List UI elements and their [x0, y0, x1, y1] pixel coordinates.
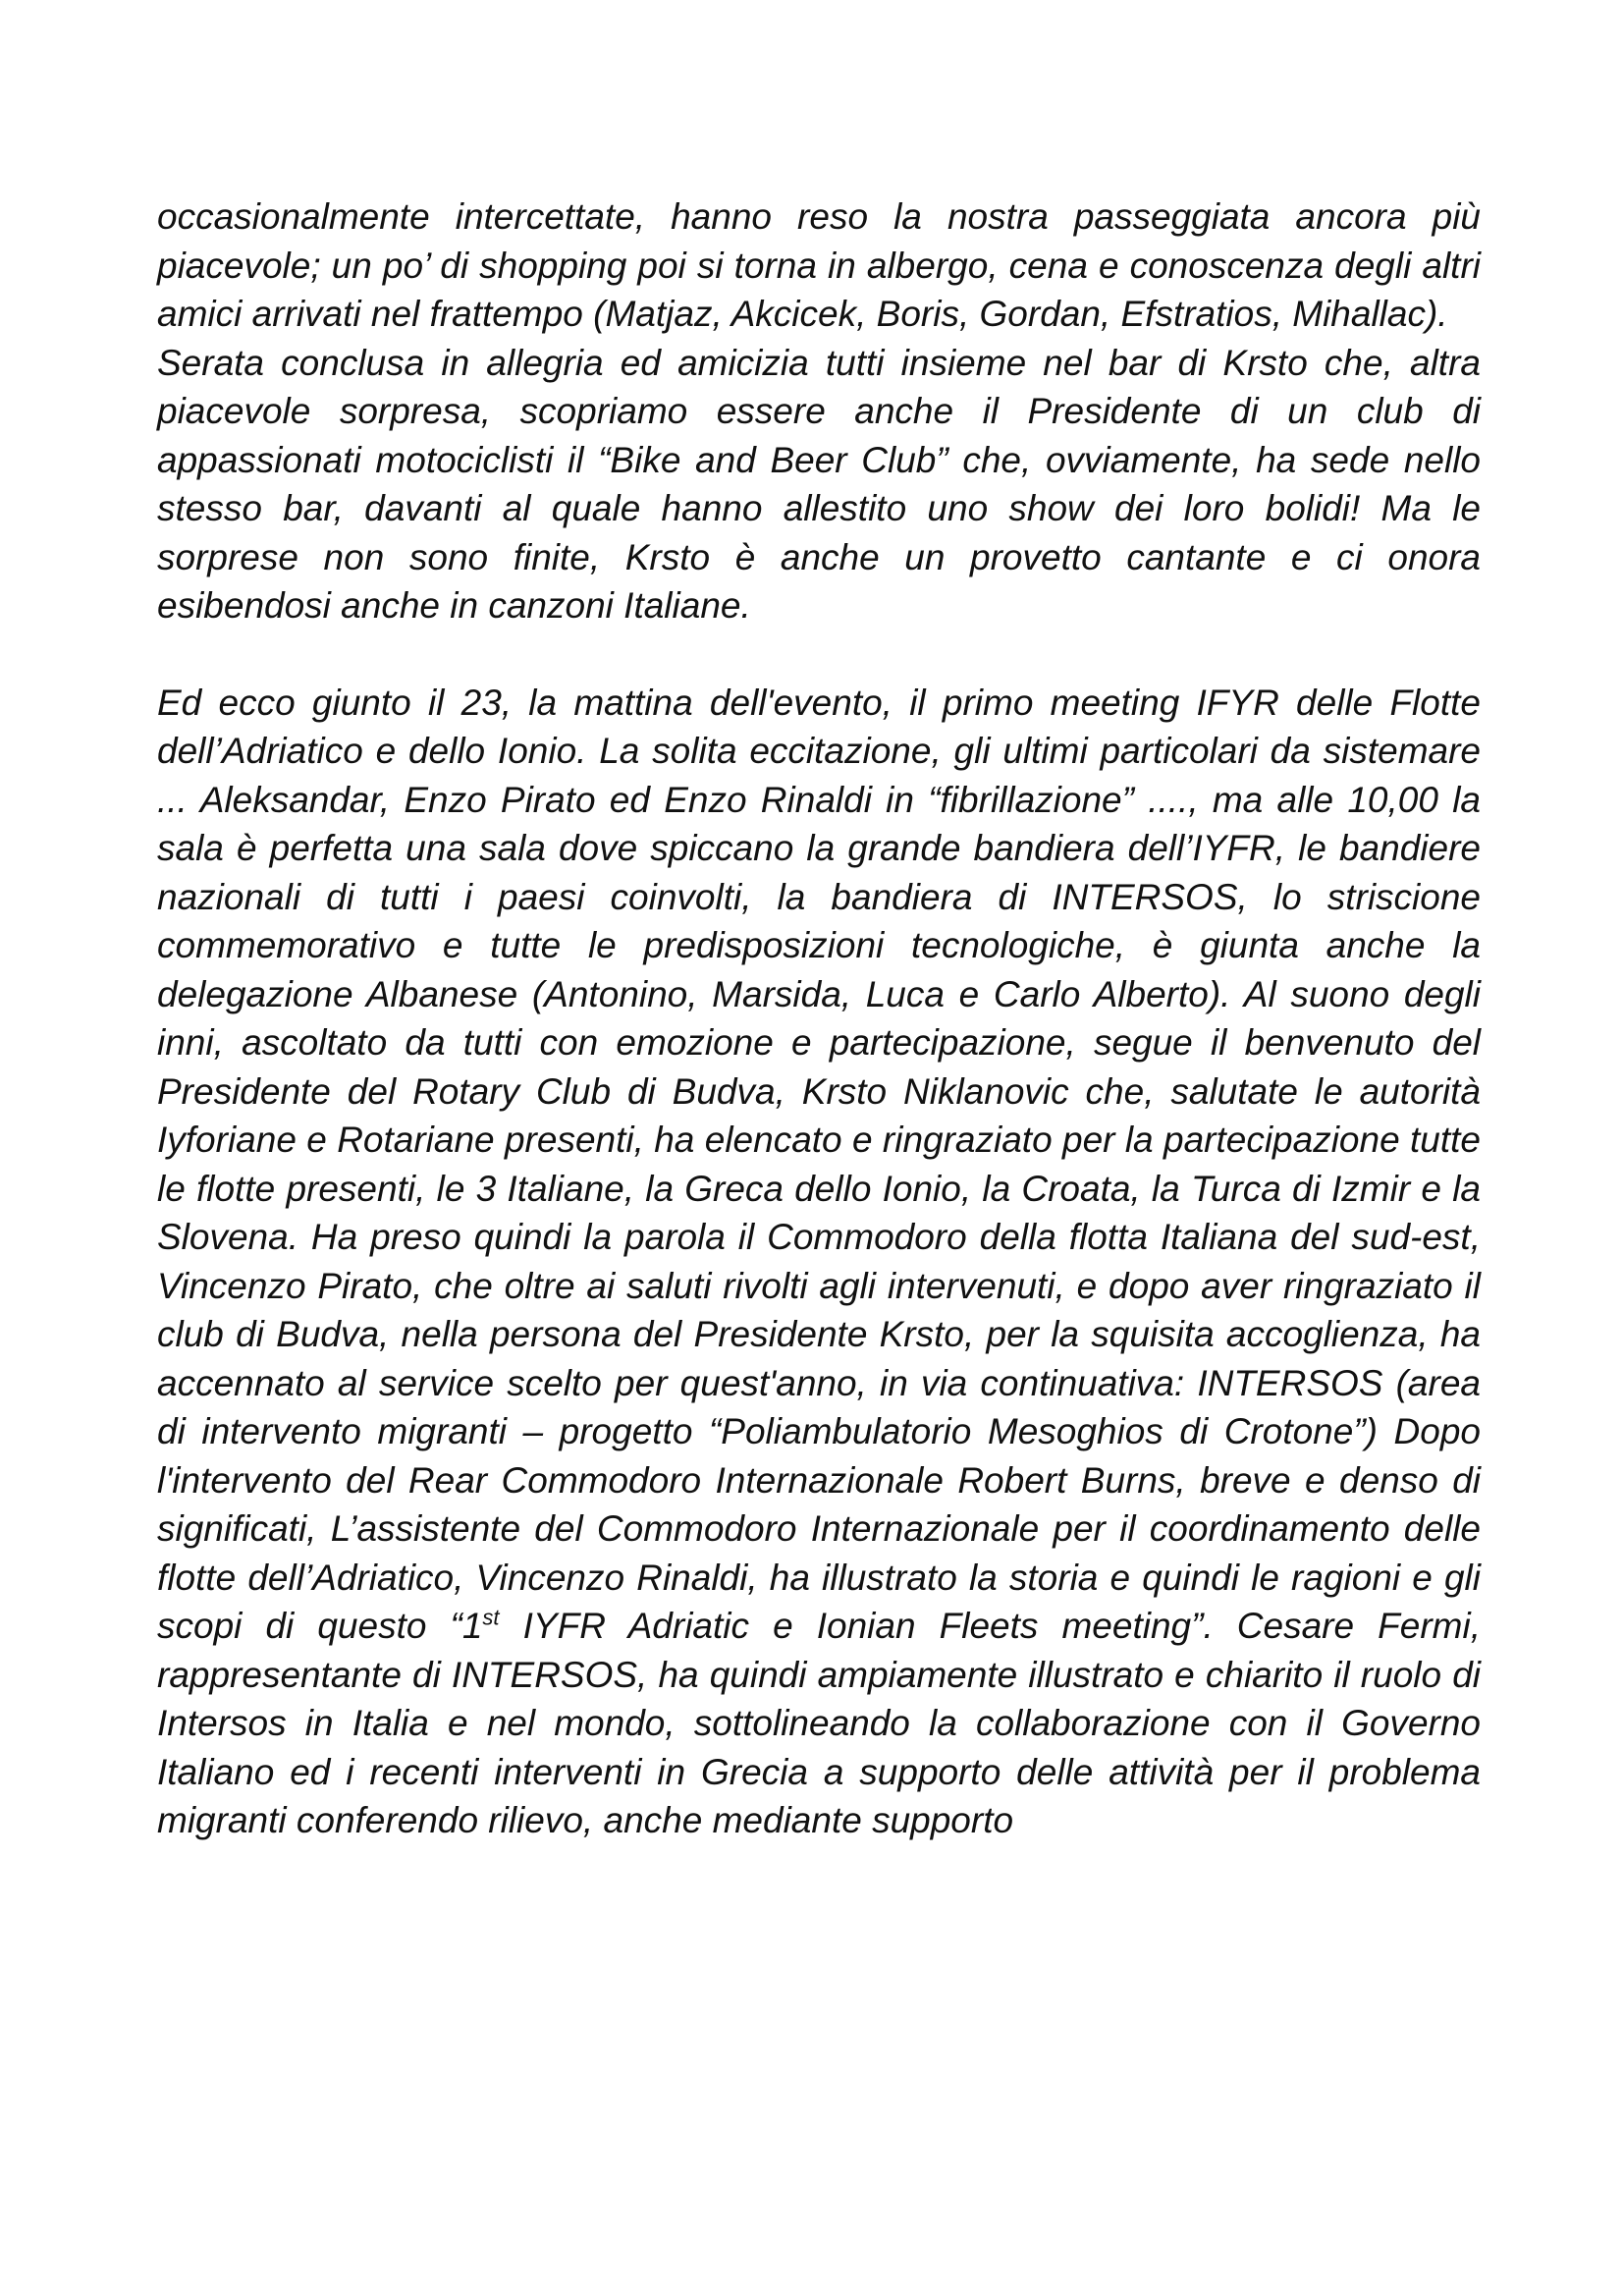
document-page — [157, 192, 1481, 1845]
meeting-text-part-2: IYFR Adriatic e Ionian Fleets meeting”. Cesare Fermi, rappresentante di INTERSOS, ha quindi ampiamente illustrato e chiarito il ruolo di Intersos in Italia e nel mondo, sottolineando la collaborazione con il Governo Italiano ed i recenti interventi in Grecia a supporto delle attività per il problema migranti conferendo rilievo, anche mediante supporto — [157, 1606, 1481, 1840]
meeting-text-part-1: Ed ecco giunto il 23, la mattina dell'evento, il primo meeting IFYR delle Flotte dell’Adriatico e dello Ionio. La solita eccitazione, gli ultimi particolari da sistemare ... Aleksandar, Enzo Pirato ed Enzo Rinaldi in “fibrillazione” ...., ma alle 10,00 la sala è perfetta una sala dove spiccano la grande bandiera dell’IYFR, le bandiere nazionali di tutti i paesi coinvolti, la bandiera di INTERSOS, lo striscione commemorativo e tutte le predisposizioni tecnologiche, è giunta anche la delegazione Albanese (Antonino, Marsida, Luca e Carlo Alberto). Al suono degli inni, ascoltato da tutti con emozione e partecipazione, segue il benvenuto del Presidente del Rotary Club di Budva, Krsto Niklanovic che, salutate le autorità Iyforiane e Rotariane presenti, ha elencato e ringraziato per la partecipazione tutte le flotte presenti, le 3 Italiane, la Greca dello Ionio, la Croata, la Turca di Izmir e la Slovena. Ha preso quindi la parola il Commodoro della flotta Italiana del sud-est, Vincenzo Pirato, che oltre ai saluti rivolti agli intervenuti, e dopo aver ringraziato il club di Budva, nella persona del Presidente Krsto, per la squisita accoglienza, ha accennato al service scelto per quest'anno, in via continuativa: INTERSOS (area di intervento migranti – progetto “Poliambulatorio Mesoghios di Crotone”) Dopo l'intervento del Rear Commodoro Internazionale Robert Burns, breve e denso di significati, L’assistente del Commodoro Internazionale per il coordinamento delle flotte dell’Adriatico, Vincenzo Rinaldi, ha illustrato la storia e quindi le ragioni e gli scopi di questo “1 — [157, 682, 1481, 1646]
paragraph-walk-and-dinner: occasionalmente intercettate, hanno reso la nostra passeggiata ancora più piacevole; un po’ di shopping poi si torna in albergo, cena e conoscenza degli altri amici arrivati nel frattempo (Matjaz, Akcicek, Boris, Gordan, Efstratios, Mihallac). — [157, 196, 1481, 334]
ordinal-superscript: st — [482, 1605, 500, 1630]
paragraph-evening-bar: Serata conclusa in allegria ed amicizia tutti insieme nel bar di Krsto che, altra piacevole sorpresa, scopriamo essere anche il Presidente di un club di appassionati motociclisti il “Bike and Beer Club” che, ovviamente, ha sede nello stesso bar, davanti al quale hanno allestito uno show dei loro bolidi! Ma le sorprese non sono finite, Krsto è anche un provetto cantante e ci onora esibendosi anche in canzoni Italiane. — [157, 342, 1481, 626]
paragraph-meeting-day — [157, 679, 1481, 1845]
